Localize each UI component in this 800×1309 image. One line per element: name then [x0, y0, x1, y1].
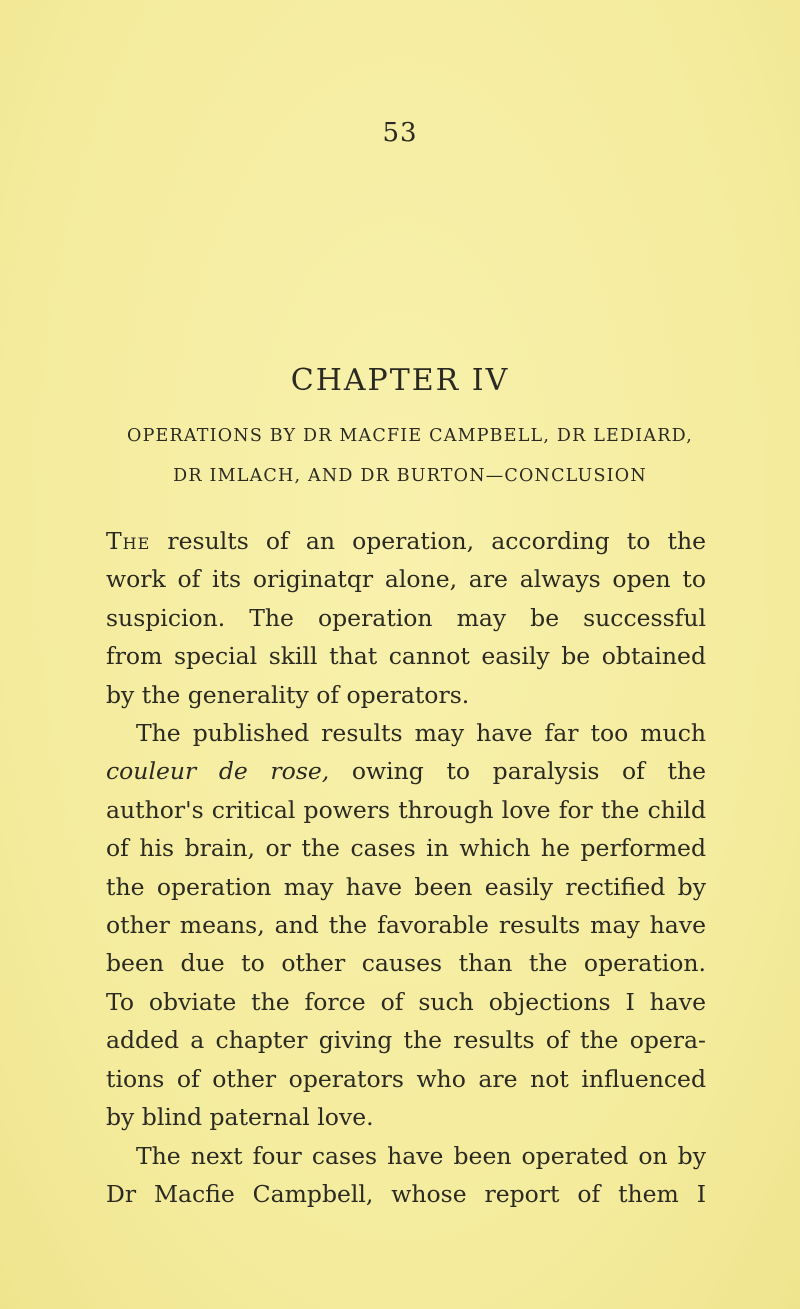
paragraph-2-line-7: been due to other causes than the operation.: [106, 949, 706, 978]
paragraph-2-line-10: tions of other operators who are not influenced: [106, 1064, 706, 1093]
paragraph-3-line-2: Dr Macfie Campbell, whose report of them I: [106, 1179, 706, 1208]
chapter-subtitle-line-2: DR IMLACH, AND DR BURTON—CONCLUSION: [173, 466, 647, 486]
paragraph-1-line-1: The results of an operation, according to the: [106, 527, 706, 555]
chapter-title: CHAPTER IV: [290, 363, 510, 398]
italic-phrase: couleur de rose,: [106, 757, 330, 786]
paragraph-2-line-2: couleur de rose, owing to paralysis of the: [106, 757, 706, 786]
page-number: 53: [382, 118, 418, 148]
paragraph-2-line-5: the operation may have been easily rectified by: [106, 872, 706, 901]
paragraph-2-line-1: The published results may have far too much: [136, 719, 706, 748]
paragraph-3-line-1: The next four cases have been operated on by: [136, 1141, 706, 1170]
paragraph-2-line-3: author's critical powers through love for the child: [106, 795, 706, 824]
chapter-subtitle-line-1: OPERATIONS BY DR MACFIE CAMPBELL, DR LEDIARD,: [127, 426, 693, 446]
paragraph-1-line-2: work of its originatqr alone, are always open to: [106, 565, 706, 594]
paragraph-2-line-4: of his brain, or the cases in which he performed: [106, 834, 706, 863]
paragraph-1-line-4: from special skill that cannot easily be obtained: [106, 642, 706, 671]
opening-word: The: [106, 527, 151, 555]
paragraph-2-line-8: To obviate the force of such objections I have: [106, 987, 706, 1016]
paragraph-2-line-6: other means, and the favorable results may have: [106, 911, 706, 940]
body-text: [106, 522, 706, 1213]
paragraph-1-line-5: by the generality of operators.: [106, 680, 470, 709]
paragraph-2-line-11: by blind paternal love.: [106, 1103, 374, 1132]
paragraph-2-line-9: added a chapter giving the results of the opera-: [106, 1026, 706, 1055]
paragraph-1-line-3: suspicion. The operation may be successful: [106, 603, 706, 632]
